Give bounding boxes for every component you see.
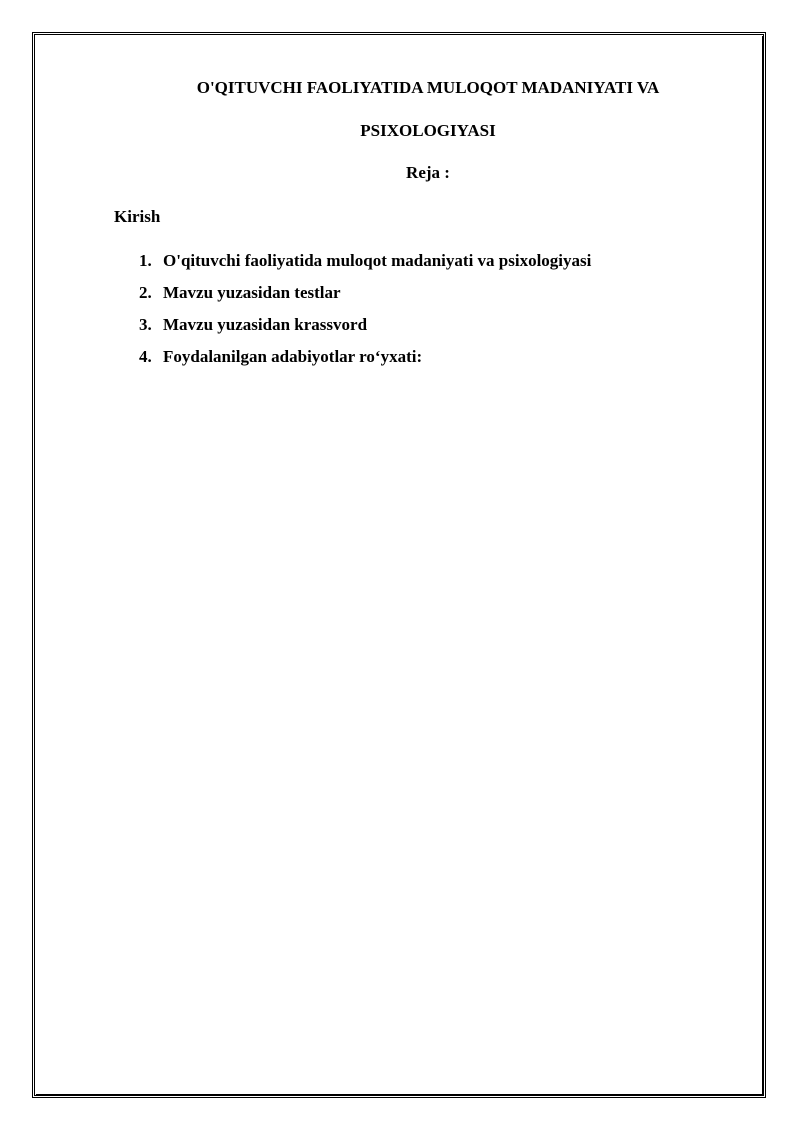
plan-item-3 [139, 315, 591, 347]
plan-item-number: 1. [139, 251, 152, 270]
plan-item-4 [139, 347, 591, 379]
plan-item-number: 4. [139, 347, 152, 366]
intro-heading: Kirish [114, 207, 161, 226]
plan-item-number: 2. [139, 283, 152, 302]
page-border [32, 32, 766, 1098]
document-title-line-1: O'QITUVCHI FAOLIYATIDA MULOQOT MADANIYATI VA [196, 78, 660, 97]
plan-heading: Reja : [406, 163, 450, 182]
plan-item-text: Foydalanilgan adabiyotlar ro‘yxati: [163, 347, 423, 366]
plan-item-text: Mavzu yuzasidan testlar [163, 283, 341, 302]
plan-item-text: Mavzu yuzasidan krassvord [163, 315, 368, 334]
document-title-line-2: PSIXOLOGIYASI [360, 121, 496, 140]
plan-item-1 [139, 251, 591, 283]
plan-list [139, 251, 591, 379]
plan-item-text: O'qituvchi faoliyatida muloqot madaniyati va psixologiyasi [163, 251, 592, 270]
plan-item-2 [139, 283, 591, 315]
plan-item-number: 3. [139, 315, 152, 334]
